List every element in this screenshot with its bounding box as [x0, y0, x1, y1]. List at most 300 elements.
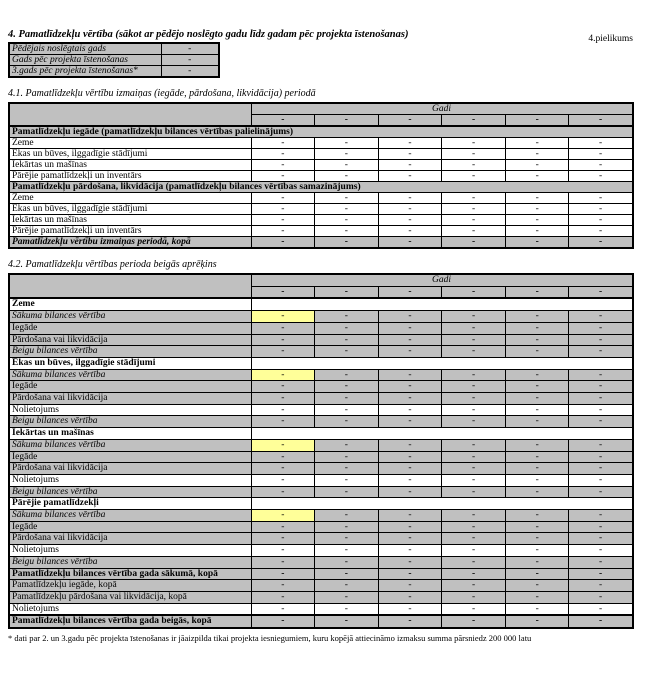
row-label: Pārdošana vai likvidācija [9, 463, 251, 475]
value-cell: - [569, 346, 633, 358]
data-row [9, 404, 633, 416]
year-header-cell: - [378, 115, 442, 127]
value-cell: - [251, 160, 315, 171]
value-cell: - [378, 474, 442, 486]
total-value-cell: - [251, 615, 315, 628]
value-cell: - [378, 580, 442, 592]
value-cell: - [378, 160, 442, 171]
section-4-1-title: 4.1. Pamatlīdzekļu vērtību izmaiņas (iegāde, pārdošana, likvidācija) periodā [8, 88, 316, 99]
row-label: Pārējie pamatlīdzekļi un inventārs [9, 226, 251, 237]
data-row [9, 416, 633, 428]
section-header-cell: Pamatlīdzekļu pārdošana, likvidācija (pamatlīdzekļu bilances vērtības samazinājums) [9, 182, 633, 193]
value-cell: - [505, 416, 569, 428]
value-cell: - [378, 545, 442, 557]
data-row [9, 474, 633, 486]
value-cell: - [378, 381, 442, 393]
value-cell: - [442, 393, 506, 405]
summary-row [9, 43, 219, 55]
value-cell: - [251, 226, 315, 237]
value-cell: - [442, 322, 506, 334]
total-value-cell: - [442, 237, 506, 249]
value-cell: - [569, 404, 633, 416]
value-cell: - [378, 149, 442, 160]
value-cell: - [505, 322, 569, 334]
value-cell: - [442, 486, 506, 498]
value-cell: - [315, 545, 379, 557]
gadi-header-cell: Gadi [251, 103, 633, 115]
value-cell: - [442, 463, 506, 475]
value-cell: - [442, 334, 506, 346]
value-cell: - [442, 311, 506, 323]
total-value-cell: - [315, 237, 379, 249]
group-row [9, 298, 633, 310]
total-row [9, 568, 633, 580]
value-cell: - [378, 334, 442, 346]
row-label: Pārdošana vai likvidācija [9, 393, 251, 405]
value-cell: - [315, 193, 379, 204]
row-label: Nolietojums [9, 474, 251, 486]
value-cell: - [378, 591, 442, 603]
value-cell: - [315, 393, 379, 405]
value-cell: - [251, 193, 315, 204]
total-row-label: Pamatlīdzekļu bilances vērtība gada beigās, kopā [9, 615, 251, 628]
value-cell: - [505, 346, 569, 358]
value-cell: - [251, 556, 315, 568]
value-cell: - [442, 226, 506, 237]
value-cell: - [569, 226, 633, 237]
data-row [9, 510, 633, 522]
value-cell: - [442, 160, 506, 171]
data-row [9, 381, 633, 393]
value-cell: - [569, 204, 633, 215]
value-cell: - [251, 404, 315, 416]
value-cell: - [505, 603, 569, 615]
total-value-cell: - [378, 568, 442, 580]
value-cell: - [315, 226, 379, 237]
year-header-cell: - [569, 115, 633, 127]
appendix-label: 4.pielikums [588, 34, 633, 44]
total-value-cell: - [442, 568, 506, 580]
value-cell: - [251, 138, 315, 149]
row-label: Iekārtas un mašīnas [9, 160, 251, 171]
row-label: Beigu bilances vērtība [9, 556, 251, 568]
value-cell: - [442, 510, 506, 522]
value-cell: - [315, 346, 379, 358]
section-header-cell: Pamatlīdzekļu iegāde (pamatlīdzekļu bilances vērtības palielinājums) [9, 126, 633, 138]
row-label: Pārdošana vai likvidācija [9, 334, 251, 346]
row-label: Ēkas un būves, ilggadīgie stādījumi [9, 149, 251, 160]
summary-row [9, 66, 219, 78]
value-cell: - [378, 486, 442, 498]
total-row [9, 237, 633, 249]
value-cell: - [378, 521, 442, 533]
value-cell: - [251, 486, 315, 498]
value-cell: - [569, 591, 633, 603]
data-row [9, 486, 633, 498]
value-cell: - [251, 603, 315, 615]
total-value-cell: - [315, 568, 379, 580]
data-row [9, 160, 633, 171]
value-cell: - [315, 510, 379, 522]
row-label: Pamatlīdzekļu iegāde, kopā [9, 580, 251, 592]
value-cell: - [378, 226, 442, 237]
row-label: Pamatlīdzekļu pārdošana vai likvidācija, kopā [9, 591, 251, 603]
group-row [9, 357, 633, 369]
group-empty-cell [251, 298, 633, 310]
value-cell: - [251, 521, 315, 533]
value-cell: - [251, 533, 315, 545]
value-cell: - [315, 603, 379, 615]
asset-end-value-table [8, 273, 634, 629]
value-cell: - [442, 545, 506, 557]
value-cell: - [251, 215, 315, 226]
value-cell: - [378, 556, 442, 568]
value-cell: - [569, 510, 633, 522]
group-header-cell: Zeme [9, 298, 251, 310]
value-cell: - [569, 393, 633, 405]
total-value-cell: - [505, 237, 569, 249]
value-cell: - [569, 439, 633, 451]
value-cell: - [569, 463, 633, 475]
year-header-cell: - [378, 286, 442, 298]
summary-row [9, 55, 219, 66]
row-label: Iegāde [9, 322, 251, 334]
value-cell: - [315, 474, 379, 486]
highlighted-value-cell: - [251, 311, 315, 323]
year-header-cell: - [315, 115, 379, 127]
value-cell: - [569, 603, 633, 615]
highlighted-value-cell: - [251, 369, 315, 381]
value-cell: - [378, 138, 442, 149]
row-label: Nolietojums [9, 404, 251, 416]
value-cell: - [378, 510, 442, 522]
year-header-cell: - [569, 286, 633, 298]
data-row [9, 226, 633, 237]
year-value-cell: - [161, 66, 219, 78]
value-cell: - [569, 580, 633, 592]
total-value-cell: - [251, 237, 315, 249]
value-cell: - [315, 334, 379, 346]
value-cell: - [569, 474, 633, 486]
value-cell: - [315, 451, 379, 463]
total-value-cell: - [569, 568, 633, 580]
row-label: Iegāde [9, 521, 251, 533]
value-cell: - [505, 591, 569, 603]
total-value-cell: - [251, 568, 315, 580]
value-cell: - [505, 533, 569, 545]
value-cell: - [569, 416, 633, 428]
value-cell: - [569, 556, 633, 568]
row-label: 3.gads pēc projekta īstenošanas* [9, 66, 161, 78]
value-cell: - [251, 463, 315, 475]
value-cell: - [569, 322, 633, 334]
value-cell: - [569, 533, 633, 545]
row-label: Pārdošana vai likvidācija [9, 533, 251, 545]
value-cell: - [442, 346, 506, 358]
section-row [9, 182, 633, 193]
value-cell: - [315, 171, 379, 182]
data-row [9, 193, 633, 204]
total-value-cell: - [569, 237, 633, 249]
value-cell: - [442, 591, 506, 603]
row-label: Beigu bilances vērtība [9, 416, 251, 428]
value-cell: - [505, 381, 569, 393]
value-cell: - [442, 193, 506, 204]
value-cell: - [569, 521, 633, 533]
data-row [9, 393, 633, 405]
value-cell: - [442, 171, 506, 182]
value-cell: - [442, 369, 506, 381]
value-cell: - [505, 404, 569, 416]
value-cell: - [569, 451, 633, 463]
year-header-cell: - [442, 286, 506, 298]
value-cell: - [505, 486, 569, 498]
value-cell: - [315, 160, 379, 171]
value-cell: - [315, 580, 379, 592]
data-row [9, 451, 633, 463]
group-empty-cell [251, 498, 633, 510]
row-label: Gads pēc projekta īstenošanas [9, 55, 161, 66]
value-cell: - [505, 510, 569, 522]
value-cell: - [378, 463, 442, 475]
row-label: Beigu bilances vērtība [9, 346, 251, 358]
value-cell: - [315, 591, 379, 603]
data-row [9, 545, 633, 557]
value-cell: - [378, 215, 442, 226]
total-value-cell: - [505, 615, 569, 628]
value-cell: - [505, 556, 569, 568]
value-cell: - [569, 193, 633, 204]
value-cell: - [378, 404, 442, 416]
year-header-cell: - [505, 286, 569, 298]
value-cell: - [569, 381, 633, 393]
value-cell: - [251, 545, 315, 557]
value-cell: - [442, 451, 506, 463]
row-label: Pārējie pamatlīdzekļi un inventārs [9, 171, 251, 182]
value-cell: - [251, 204, 315, 215]
data-row [9, 149, 633, 160]
value-cell: - [442, 533, 506, 545]
total-value-cell: - [315, 615, 379, 628]
value-cell: - [315, 381, 379, 393]
row-label: Nolietojums [9, 545, 251, 557]
value-cell: - [378, 439, 442, 451]
value-cell: - [315, 533, 379, 545]
value-cell: - [569, 334, 633, 346]
total-value-cell: - [442, 615, 506, 628]
data-row [9, 138, 633, 149]
value-cell: - [442, 204, 506, 215]
data-row [9, 580, 633, 592]
row-label: Zeme [9, 138, 251, 149]
group-header-cell: Ēkas un būves, ilggadīgie stādījumi [9, 357, 251, 369]
row-label: Iekārtas un mašīnas [9, 215, 251, 226]
value-cell: - [505, 149, 569, 160]
value-cell: - [505, 369, 569, 381]
value-cell: - [569, 138, 633, 149]
row-label: Ēkas un būves, ilggadīgie stādījumi [9, 204, 251, 215]
value-cell: - [442, 521, 506, 533]
value-cell: - [251, 416, 315, 428]
value-cell: - [315, 204, 379, 215]
value-cell: - [315, 311, 379, 323]
value-cell: - [505, 160, 569, 171]
value-cell: - [315, 404, 379, 416]
value-cell: - [251, 149, 315, 160]
value-cell: - [442, 138, 506, 149]
value-cell: - [378, 193, 442, 204]
value-cell: - [569, 311, 633, 323]
value-cell: - [505, 334, 569, 346]
value-cell: - [505, 463, 569, 475]
value-cell: - [378, 393, 442, 405]
value-cell: - [378, 346, 442, 358]
section-4-2-title: 4.2. Pamatlīdzekļu vērtības perioda beigās aprēķins [8, 259, 217, 270]
value-cell: - [315, 369, 379, 381]
total-value-cell: - [505, 568, 569, 580]
value-cell: - [569, 215, 633, 226]
value-cell: - [569, 369, 633, 381]
value-cell: - [251, 393, 315, 405]
data-row [9, 521, 633, 533]
total-value-cell: - [378, 237, 442, 249]
value-cell: - [505, 171, 569, 182]
year-header-cell: - [251, 286, 315, 298]
data-row [9, 322, 633, 334]
total-row [9, 615, 633, 628]
value-cell: - [251, 171, 315, 182]
value-cell: - [569, 171, 633, 182]
value-cell: - [569, 486, 633, 498]
value-cell: - [251, 322, 315, 334]
value-cell: - [251, 381, 315, 393]
value-cell: - [505, 439, 569, 451]
header-row [9, 274, 633, 286]
value-cell: - [378, 171, 442, 182]
data-row [9, 204, 633, 215]
value-cell: - [315, 486, 379, 498]
row-label: Iegāde [9, 451, 251, 463]
value-cell: - [505, 204, 569, 215]
row-label: Sākuma bilances vērtība [9, 439, 251, 451]
value-cell: - [315, 463, 379, 475]
value-cell: - [505, 545, 569, 557]
data-row [9, 346, 633, 358]
header-corner-cell [9, 274, 251, 298]
value-cell: - [505, 580, 569, 592]
value-cell: - [378, 603, 442, 615]
value-cell: - [505, 393, 569, 405]
value-cell: - [378, 369, 442, 381]
row-label: Pēdējais noslēgtais gads [9, 43, 161, 55]
value-cell: - [505, 193, 569, 204]
group-header-cell: Pārējie pamatlīdzekļi [9, 498, 251, 510]
value-cell: - [442, 603, 506, 615]
value-cell: - [442, 580, 506, 592]
value-cell: - [442, 416, 506, 428]
total-value-cell: - [569, 615, 633, 628]
value-cell: - [251, 591, 315, 603]
row-label: Zeme [9, 193, 251, 204]
value-cell: - [315, 556, 379, 568]
asset-change-table [8, 102, 634, 249]
value-cell: - [442, 381, 506, 393]
value-cell: - [315, 215, 379, 226]
total-row-label: Pamatlīdzekļu bilances vērtība gada sākumā, kopā [9, 568, 251, 580]
value-cell: - [251, 580, 315, 592]
value-cell: - [505, 474, 569, 486]
value-cell: - [442, 215, 506, 226]
value-cell: - [315, 439, 379, 451]
value-cell: - [442, 474, 506, 486]
data-row [9, 334, 633, 346]
value-cell: - [378, 311, 442, 323]
value-cell: - [442, 149, 506, 160]
year-header-cell: - [505, 115, 569, 127]
section-4-title: 4. Pamatlīdzekļu vērtība (sākot ar pēdējo noslēgto gadu līdz gadam pēc projekta īstenošanas) [8, 29, 409, 40]
value-cell: - [569, 545, 633, 557]
value-cell: - [569, 160, 633, 171]
value-cell: - [569, 149, 633, 160]
group-empty-cell [251, 428, 633, 440]
value-cell: - [251, 346, 315, 358]
value-cell: - [378, 451, 442, 463]
year-header-cell: - [251, 115, 315, 127]
value-cell: - [251, 451, 315, 463]
data-row [9, 171, 633, 182]
data-row [9, 369, 633, 381]
value-cell: - [315, 521, 379, 533]
group-row [9, 498, 633, 510]
value-cell: - [442, 404, 506, 416]
data-row [9, 311, 633, 323]
year-header-cell: - [315, 286, 379, 298]
highlighted-value-cell: - [251, 510, 315, 522]
value-cell: - [505, 521, 569, 533]
value-cell: - [315, 322, 379, 334]
footnote: * dati par 2. un 3.gadu pēc projekta īstenošanas ir jāaizpilda tikai projekta iesniegumiem, kuru kopējā attiecināmo izmaksu summa pārsniedz 200 000 latu [8, 633, 532, 644]
document-page [0, 29, 645, 643]
total-row-label: Pamatlīdzekļu vērtību izmaiņas periodā, kopā [9, 237, 251, 249]
group-row [9, 428, 633, 440]
value-cell: - [505, 215, 569, 226]
value-cell: - [378, 533, 442, 545]
data-row [9, 463, 633, 475]
value-cell: - [505, 451, 569, 463]
data-row [9, 556, 633, 568]
data-row [9, 591, 633, 603]
data-row [9, 439, 633, 451]
group-empty-cell [251, 357, 633, 369]
year-value-cell: - [161, 43, 219, 55]
total-value-cell: - [378, 615, 442, 628]
value-cell: - [442, 439, 506, 451]
value-cell: - [442, 556, 506, 568]
row-label: Sākuma bilances vērtība [9, 369, 251, 381]
data-row [9, 533, 633, 545]
group-header-cell: Iekārtas un mašīnas [9, 428, 251, 440]
row-label: Sākuma bilances vērtība [9, 510, 251, 522]
closed-year-table [8, 42, 220, 78]
value-cell: - [378, 416, 442, 428]
highlighted-value-cell: - [251, 439, 315, 451]
year-value-cell: - [161, 55, 219, 66]
value-cell: - [505, 311, 569, 323]
value-cell: - [251, 334, 315, 346]
row-label: Iegāde [9, 381, 251, 393]
data-row [9, 603, 633, 615]
value-cell: - [251, 474, 315, 486]
